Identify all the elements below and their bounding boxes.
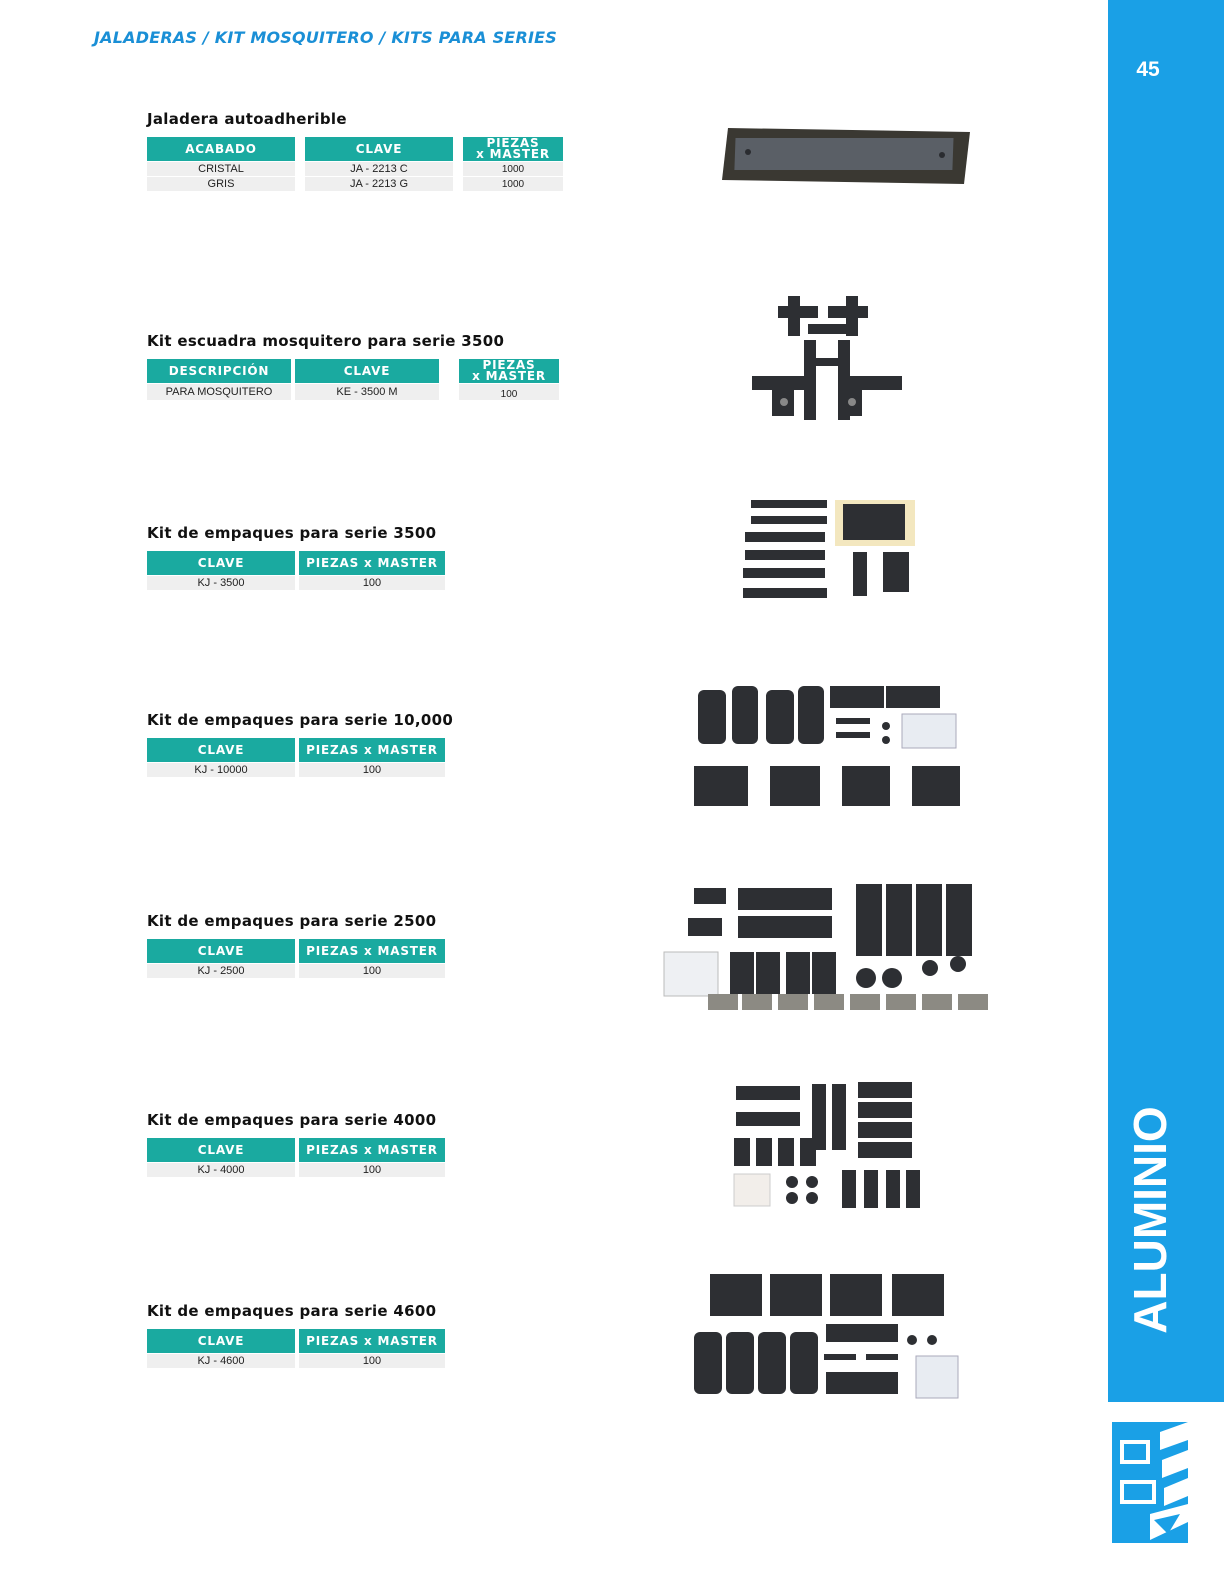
table-row	[147, 762, 445, 777]
table-cell: KE - 3500 M	[295, 383, 439, 400]
table-header: PIEZAS x MASTER	[299, 939, 445, 963]
table-header: ACABADO	[147, 137, 295, 161]
product-title: Kit escuadra mosquitero para serie 3500	[147, 332, 505, 350]
table-cell: 100	[299, 963, 445, 978]
table-cell: JA - 2213 C	[305, 161, 453, 176]
page-number: 45	[1136, 58, 1160, 81]
product-title: Jaladera autoadherible	[147, 110, 347, 128]
product-kj-2500	[147, 912, 445, 978]
table-header: CLAVE	[147, 738, 295, 762]
table-cell: CRISTAL	[147, 161, 295, 176]
spec-table	[147, 137, 563, 191]
product-kj-4600	[147, 1302, 445, 1368]
table-header: CLAVE	[147, 551, 295, 575]
product-kj-3500	[147, 524, 445, 590]
table-cell: KJ - 4000	[147, 1162, 295, 1177]
table-cell: 1000	[463, 161, 563, 176]
table-row	[147, 963, 445, 978]
table-cell: 100	[299, 762, 445, 777]
kj-2500-photo	[660, 880, 996, 1016]
table-row	[147, 575, 445, 590]
category-text: ALUMINIO	[1124, 1106, 1176, 1334]
product-jaladera	[147, 110, 563, 191]
product-title: Kit de empaques para serie 3500	[147, 524, 437, 542]
table-cell: KJ - 10000	[147, 762, 295, 777]
table-cell: 100	[459, 383, 559, 400]
table-header: CLAVE	[147, 939, 295, 963]
table-cell: JA - 2213 G	[305, 176, 453, 191]
spec-table	[147, 359, 559, 400]
page-header: JALADERAS / KIT MOSQUITERO / KITS PARA SERIES	[94, 28, 557, 47]
product-title: Kit de empaques para serie 4600	[147, 1302, 437, 1320]
spec-table	[147, 1138, 445, 1177]
product-kj-4000	[147, 1111, 445, 1177]
brand-logo-icon	[1110, 1420, 1190, 1545]
kj-4000-photo	[730, 1078, 930, 1212]
table-cell: 100	[299, 1162, 445, 1177]
kj-4600-photo	[690, 1268, 966, 1404]
table-row	[147, 1353, 445, 1368]
spec-table	[147, 551, 445, 590]
product-title: Kit de empaques para serie 4000	[147, 1111, 437, 1129]
product-title: Kit de empaques para serie 2500	[147, 912, 437, 930]
product-title: Kit de empaques para serie 10,000	[147, 711, 454, 729]
spec-table	[147, 939, 445, 978]
table-cell: KJ - 4600	[147, 1353, 295, 1368]
kj-10000-photo	[690, 682, 970, 812]
table-cell: GRIS	[147, 176, 295, 191]
table-header: PIEZAS x MASTER	[299, 551, 445, 575]
table-cell: 1000	[463, 176, 563, 191]
table-header: PIEZAS x MASTER	[463, 137, 563, 161]
table-header: CLAVE	[147, 1329, 295, 1353]
spec-table	[147, 1329, 445, 1368]
category-label	[1110, 1100, 1190, 1340]
table-header: PIEZAS x MASTER	[299, 738, 445, 762]
table-cell: PARA MOSQUITERO	[147, 383, 291, 400]
kj-3500-photo	[735, 496, 919, 610]
kit-escuadra-photo	[748, 296, 908, 422]
table-header: PIEZAS x MASTER	[299, 1329, 445, 1353]
table-header: CLAVE	[147, 1138, 295, 1162]
table-header: CLAVE	[295, 359, 439, 383]
spec-table	[147, 738, 445, 777]
table-header: DESCRIPCIÓN	[147, 359, 291, 383]
table-cell: KJ - 3500	[147, 575, 295, 590]
table-header: PIEZAS x MASTER	[459, 359, 559, 383]
table-header: CLAVE	[305, 137, 453, 161]
jaladera-photo	[718, 124, 974, 188]
table-cell: 100	[299, 575, 445, 590]
table-cell: 100	[299, 1353, 445, 1368]
product-kj-10000	[147, 711, 453, 777]
table-row	[147, 176, 563, 191]
table-row	[147, 383, 559, 400]
table-cell: KJ - 2500	[147, 963, 295, 978]
table-row	[147, 1162, 445, 1177]
table-row	[147, 161, 563, 176]
table-header: PIEZAS x MASTER	[299, 1138, 445, 1162]
product-kit-escuadra	[147, 332, 559, 400]
